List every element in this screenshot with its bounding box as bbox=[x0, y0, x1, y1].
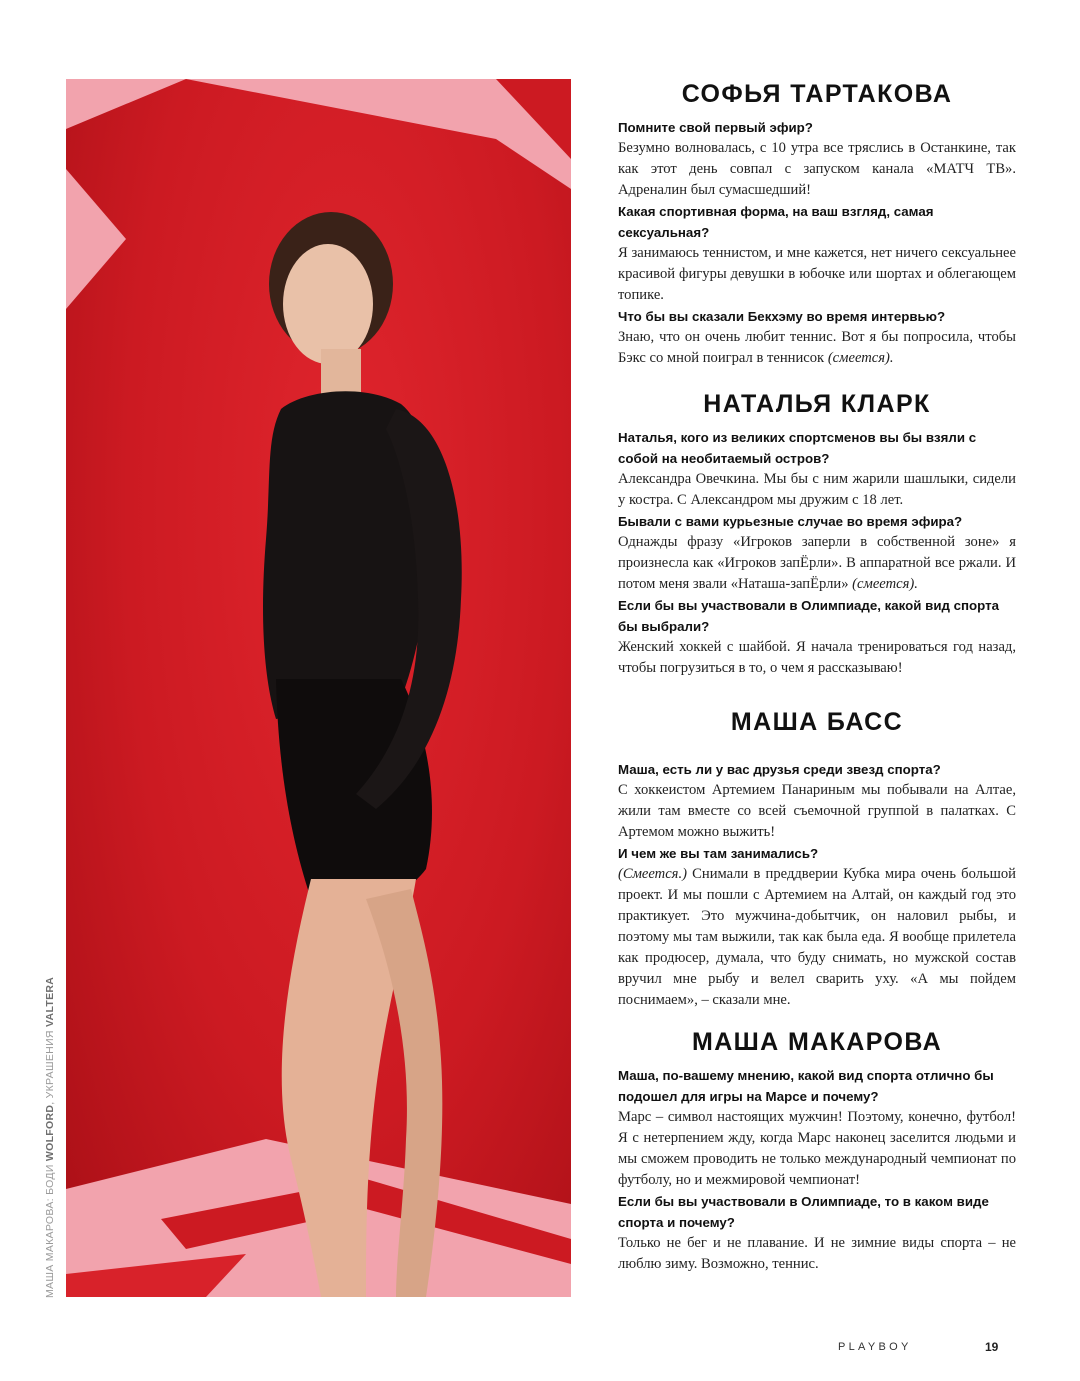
interviewee-name: МАША БАСС bbox=[730, 708, 904, 736]
credit-brand-1: WOLFORD bbox=[44, 1104, 56, 1162]
question: Если бы вы участвовали в Олимпиаде, то в каком виде спорта и почему? bbox=[618, 1194, 989, 1230]
editorial-photo bbox=[66, 79, 571, 1297]
answer-text: Снимали в преддверии Кубка мира очень большой проект. И мы пошли с Артемием на Алтай, он каждый год это практикует. Это мужчина-добытчик, он наловил рыбы, и поэтому мы там выжили, так как была еда. Я вообще прилетела как продюсер, думала, что буду снимать, но мужской состав вручил мне рыбу и велел сварить уху. «А мы пойдем поснимаем», – сказали мне. bbox=[618, 866, 1016, 1008]
answer-text: Однажды фразу «Игроков заперли в собственной зоне» я произнесла как «Игроков запЁрли». В аппаратной все ржали. И потом меня звали «Наташа-запЁрли» bbox=[618, 534, 1016, 592]
photo-illustration bbox=[66, 79, 571, 1297]
pink-stripe-left bbox=[66, 169, 126, 309]
answer-note: (смеется). bbox=[852, 576, 918, 592]
answer: Я занимаюсь теннистом, и мне кажется, нет ничего сексуальнее красивой фигуры девушки в юбочке или шортах и облегающем топике. bbox=[618, 245, 1016, 303]
credit-brand-2: VALTERA bbox=[44, 976, 56, 1027]
answer: Женский хоккей с шайбой. Я начала тренироваться год назад, чтобы погрузиться в то, о чем я рассказываю! bbox=[618, 639, 1016, 676]
interview-section-2 bbox=[618, 390, 1016, 679]
question: Бывали с вами курьезные случае во время эфира? bbox=[618, 514, 963, 529]
interview-section-1 bbox=[618, 80, 1016, 369]
question: Маша, по-вашему мнению, какой вид спорта отлично бы подошел для игры на Марсе и почему? bbox=[618, 1068, 994, 1104]
pink-stripe-top bbox=[66, 79, 571, 189]
photo-credit bbox=[44, 977, 56, 1298]
answer bbox=[618, 327, 1016, 369]
question: Что бы вы сказали Бекхэму во время интервью? bbox=[618, 309, 946, 324]
credit-prefix: МАША МАКАРОВА: БОДИ bbox=[44, 1161, 56, 1298]
answer-text: Знаю, что он очень любит теннис. Вот я бы попросила, чтобы Бэкс со мной поиграл в теннисок bbox=[618, 329, 1016, 366]
answer bbox=[618, 532, 1016, 595]
magazine-brand: PLAYBOY bbox=[838, 1341, 912, 1353]
answer: Только не бег и не плавание. И не зимние виды спорта – не люблю зиму. Возможно, теннис. bbox=[618, 1235, 1016, 1272]
answer bbox=[618, 864, 1016, 1011]
interviewee-name: СОФЬЯ ТАРТАКОВА bbox=[681, 80, 953, 108]
interviewee-name: НАТАЛЬЯ КЛАРК bbox=[703, 390, 931, 418]
question: Какая спортивная форма, на ваш взгляд, самая сексуальная? bbox=[618, 204, 934, 240]
question: Наталья, кого из великих спортсменов вы бы взяли с собой на необитаемый остров? bbox=[618, 430, 977, 466]
answer: С хоккеистом Артемием Панариным мы побывали на Алтае, жили там вместе со всей съемочной группой в палатках. С Артемом можно выжить! bbox=[618, 782, 1016, 840]
page-number: 19 bbox=[985, 1340, 999, 1354]
answer: Александра Овечкина. Мы бы с ним жарили шашлыки, сидели у костра. С Александром мы дружим с 18 лет. bbox=[618, 471, 1016, 508]
interviewee-name: МАША МАКАРОВА bbox=[691, 1028, 943, 1056]
answer-note: (смеется). bbox=[827, 350, 894, 366]
question: Если бы вы участвовали в Олимпиаде, какой вид спорта бы выбрали? bbox=[618, 598, 1000, 634]
interview-section-3 bbox=[618, 708, 1016, 1011]
answer: Марс – символ настоящих мужчин! Поэтому, конечно, футбол! Я с нетерпением жду, когда Марс наконец заселится людьми и мы сможем проводить не только международный чемпионат по футболу, но и межмировой чемпионат! bbox=[618, 1109, 1016, 1188]
model-figure bbox=[263, 212, 462, 1297]
interview-section-4 bbox=[618, 1028, 1016, 1275]
question: И чем же вы там занимались? bbox=[618, 846, 819, 861]
credit-middle: , УКРАШЕНИЯ bbox=[44, 1026, 56, 1105]
question: Маша, есть ли у вас друзья среди звезд спорта? bbox=[618, 762, 941, 777]
answer: Безумно волновалась, с 10 утра все тряслись в Останкине, так как этот день совпал с запуском канала «МАТЧ ТВ». Адреналин был сумасшедший! bbox=[618, 140, 1016, 198]
answer-lead-note: (Смеется.) bbox=[618, 866, 687, 882]
question: Помните свой первый эфир? bbox=[618, 120, 813, 135]
